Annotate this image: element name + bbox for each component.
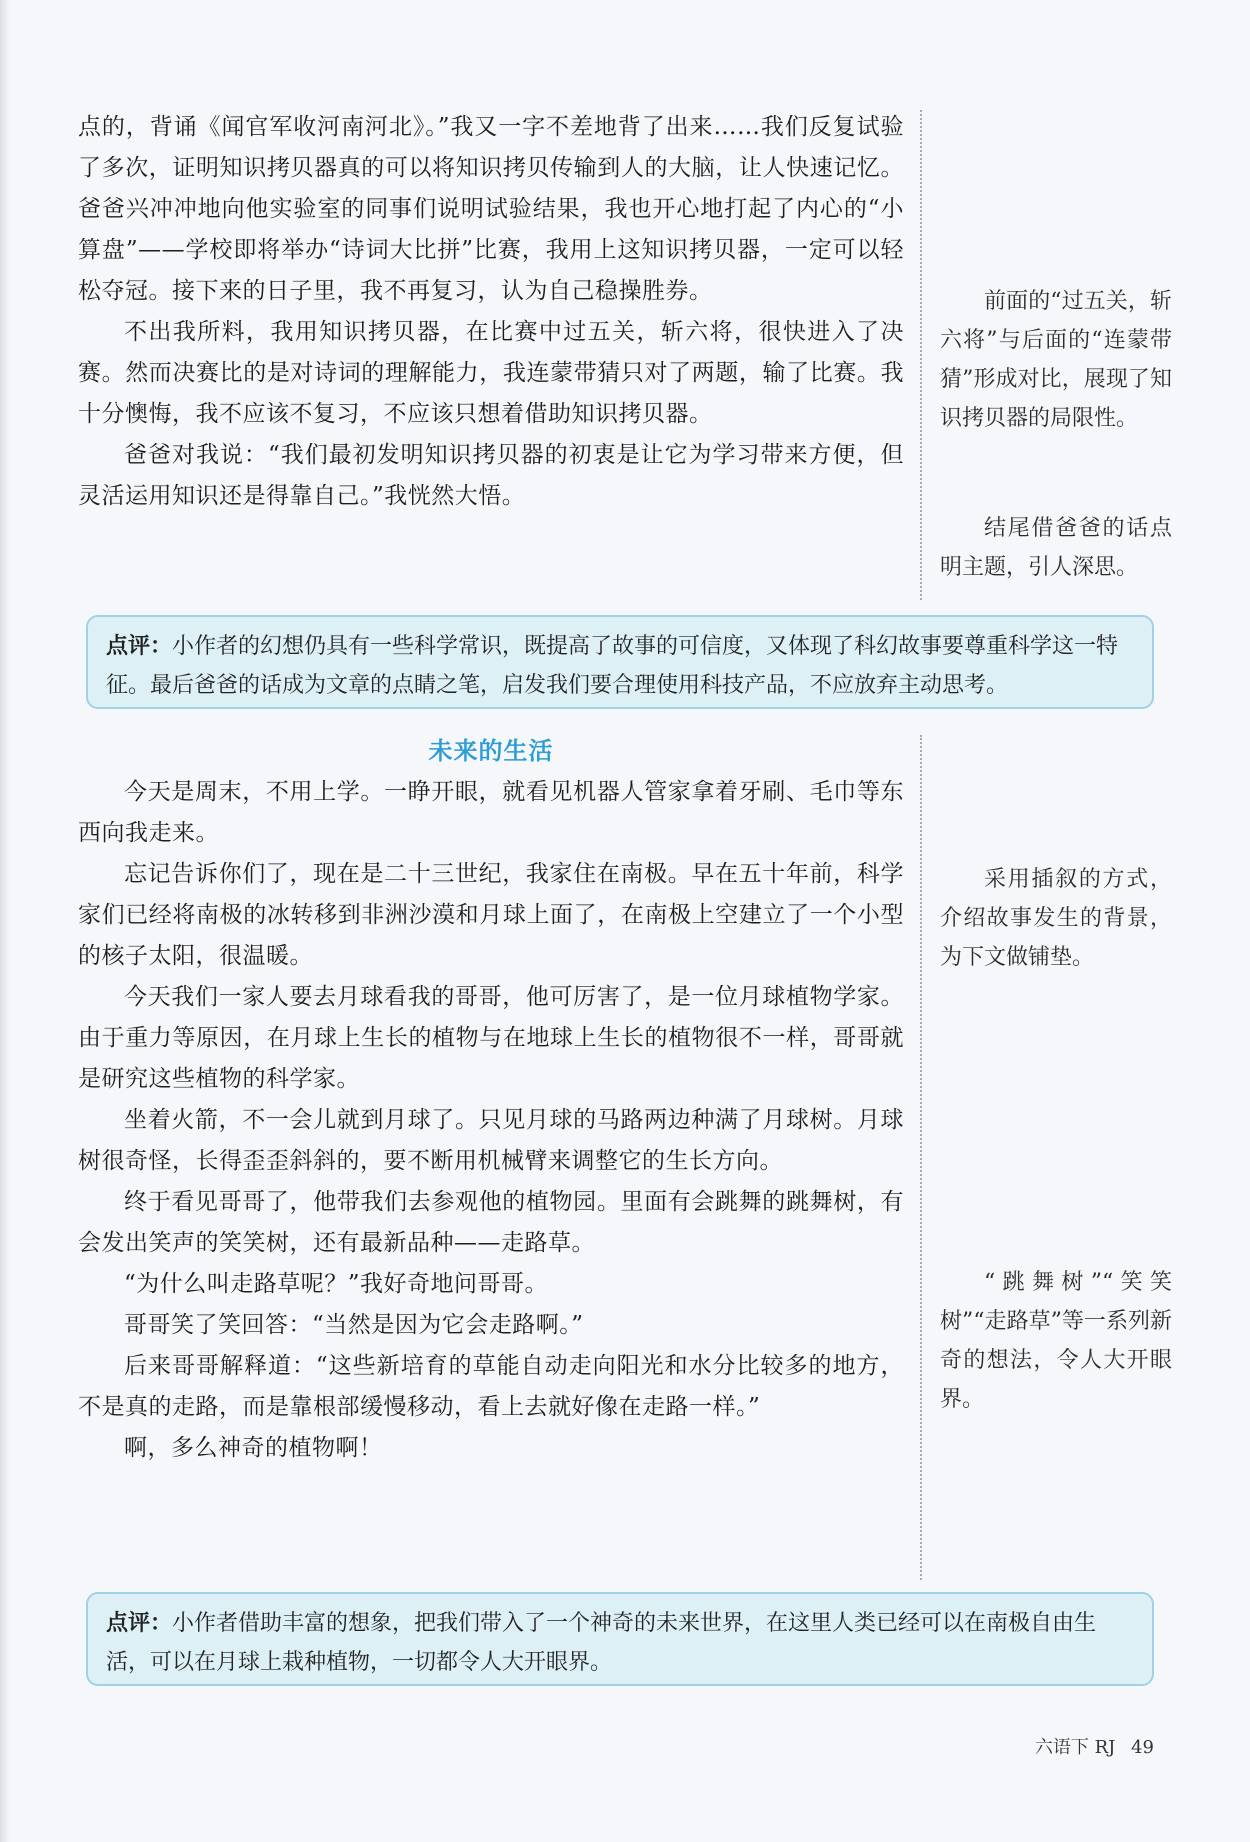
essay1-body [78,107,904,517]
review-label: 点评： [106,1610,173,1636]
book-label: 六语下 RJ [1034,1737,1116,1758]
margin-note-flashback: 采用插叙的方式，介绍故事发生的背景，为下文做铺垫。 [940,867,1172,970]
review-box-2 [86,1592,1154,1686]
essay2-paragraph: 今天是周末，不用上学。一睁开眼，就看见机器人管家拿着牙刷、毛巾等东西向我走来。 [78,779,904,846]
margin-divider-bottom [920,735,922,1580]
essay-title: 未来的生活 [428,737,554,765]
margin-divider-top [920,110,922,600]
page-number: 49 [1131,1737,1154,1758]
essay2-body [78,772,904,1469]
page-footer [1025,1733,1154,1759]
essay1-paragraph-3: 爸爸对我说：“我们最初发明知识拷贝器的初衷是让它为学习带来方便，但灵活运用知识还是得靠自己。”我恍然大悟。 [78,442,904,509]
review-box-1 [86,615,1154,709]
page-edge-shadow [0,0,10,1842]
essay2-paragraph: 今天我们一家人要去月球看我的哥哥，他可厉害了，是一位月球植物学家。由于重力等原因，在月球上生长的植物与在地球上生长的植物很不一样，哥哥就是研究这些植物的科学家。 [78,984,904,1092]
review-label: 点评： [106,633,173,659]
essay1-paragraph-1: 点的，背诵《闻官军收河南河北》。”我又一字不差地背了出来……我们反复试验了多次，证明知识拷贝器真的可以将知识拷贝传输到人的大脑，让人快速记忆。爸爸兴冲冲地向他实验室的同事们说明试验结果，我也开心地打起了内心的“小算盘”——学校即将举办“诗词大比拼”比赛，我用上这知识拷贝器，一定可以轻松夺冠。接下来的日子里，我不再复习，认为自己稳操胜券。 [78,114,904,304]
margin-note-ending: 结尾借爸爸的话点明主题，引人深思。 [940,516,1172,580]
review-text: 小作者借助丰富的想象，把我们带入了一个神奇的未来世界，在这里人类已经可以在南极自由生活，可以在月球上栽种植物，一切都令人大开眼界。 [106,1611,1097,1675]
margin-note-imagination: “跳舞树”“笑笑树”“走路草”等一系列新奇的想法，令人大开眼界。 [940,1270,1172,1412]
margin-note-contrast: 前面的“过五关，斩六将”与后面的“连蒙带猜”形成对比，展现了知识拷贝器的局限性。 [940,289,1172,431]
essay2-paragraph: 啊，多么神奇的植物啊！ [124,1435,383,1461]
essay2-paragraph: 哥哥笑了笑回答：“当然是因为它会走路啊。” [124,1312,584,1338]
essay2-paragraph: 后来哥哥解释道：“这些新培育的草能自动走向阳光和水分比较多的地方，不是真的走路，而是靠根部缓慢移动，看上去就好像在走路一样。” [78,1353,904,1420]
essay2-paragraph: 忘记告诉你们了，现在是二十三世纪，我家住在南极。早在五十年前，科学家们已经将南极的冰转移到非洲沙漠和月球上面了，在南极上空建立了一个小型的核子太阳，很温暖。 [78,861,904,969]
essay1-paragraph-2: 不出我所料，我用知识拷贝器，在比赛中过五关，斩六将，很快进入了决赛。然而决赛比的是对诗词的理解能力，我连蒙带猜只对了两题，输了比赛。我十分懊悔，我不应该不复习，不应该只想着借助知识拷贝器。 [78,319,904,427]
essay2-paragraph: 坐着火箭，不一会儿就到月球了。只见月球的马路两边种满了月球树。月球树很奇怪，长得歪歪斜斜的，要不断用机械臂来调整它的生长方向。 [78,1107,904,1174]
review-text: 小作者的幻想仍具有一些科学常识，既提高了故事的可信度，又体现了科幻故事要尊重科学这一特征。最后爸爸的话成为文章的点睛之笔，启发我们要合理使用科技产品，不应放弃主动思考。 [106,634,1119,698]
essay2-paragraph: 终于看见哥哥了，他带我们去参观他的植物园。里面有会跳舞的跳舞树，有会发出笑声的笑笑树，还有最新品种——走路草。 [78,1189,904,1256]
essay2-paragraph: “为什么叫走路草呢？”我好奇地问哥哥。 [124,1271,549,1297]
